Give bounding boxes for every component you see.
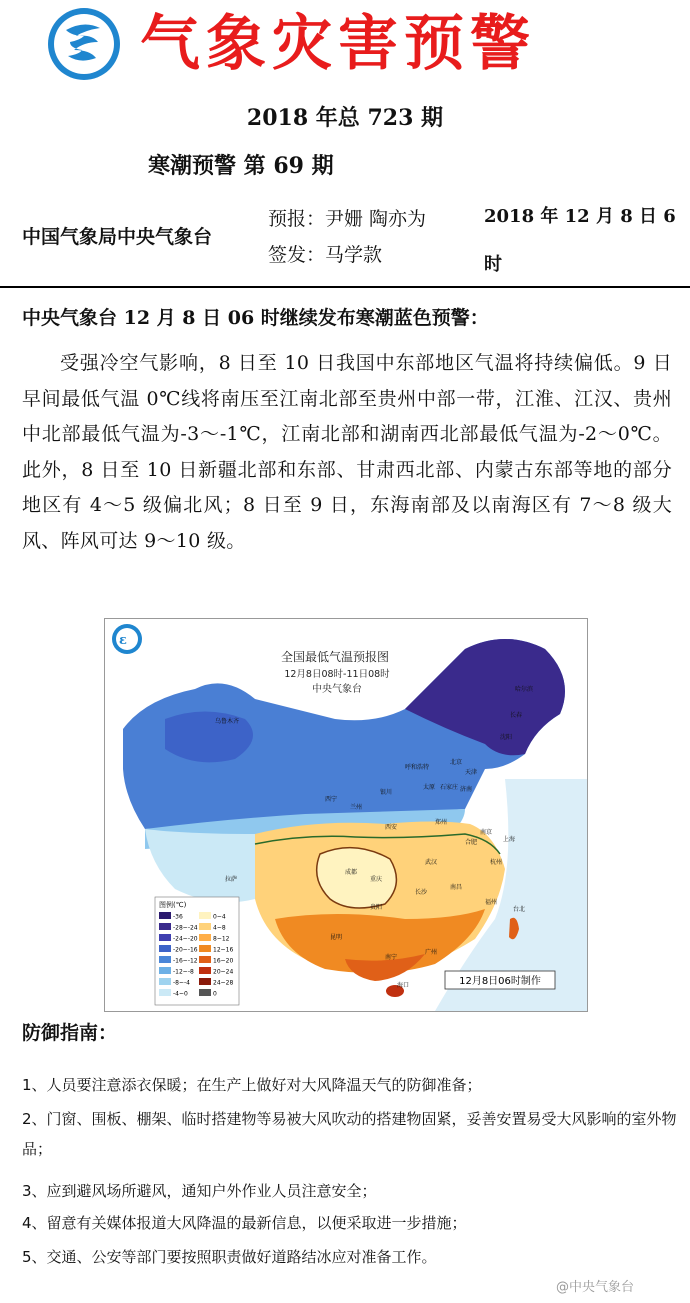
legend-swatch <box>199 934 211 941</box>
guide-title: 防御指南： <box>22 1022 118 1044</box>
legend-label: -36 <box>173 913 183 921</box>
legend-swatch <box>159 978 171 985</box>
document-title: 气象灾害预警 <box>140 9 536 79</box>
city-label: 长沙 <box>415 889 428 896</box>
legend-label: 16~20 <box>213 957 234 965</box>
legend-swatch <box>199 978 211 985</box>
legend-swatch <box>199 945 211 952</box>
legend-label: 24~28 <box>213 979 234 987</box>
issue-date-cont: 时 <box>484 254 502 275</box>
city-label: 郑州 <box>435 819 448 826</box>
city-label: 银川 <box>380 789 393 796</box>
city-label: 杭州 <box>490 859 503 866</box>
city-label: 南宁 <box>385 954 398 961</box>
legend-title: 图例(℃) <box>159 901 187 909</box>
guide-item: 5、交通、公安等部门要按照职责做好道路结冰应对准备工作。 <box>22 1248 437 1266</box>
city-label: 西安 <box>385 824 398 831</box>
legend-swatch <box>159 923 171 930</box>
map-period: 12月8日08时-11日08时 <box>284 669 390 680</box>
city-label: 呼和浩特 <box>405 764 430 771</box>
legend-label: -16~-12 <box>173 957 198 965</box>
legend-label: 20~24 <box>213 968 234 976</box>
legend-label: -28~-24 <box>173 924 198 932</box>
legend-swatch <box>159 934 171 941</box>
map-title: 全国最低气温预报图 <box>280 650 390 664</box>
legend-swatch <box>159 989 171 996</box>
legend-swatch <box>199 967 211 974</box>
city-label: 海口 <box>397 982 410 989</box>
city-label: 拉萨 <box>225 876 238 883</box>
city-label: 乌鲁木齐 <box>215 718 240 725</box>
svg-text:ε: ε <box>119 633 127 648</box>
temperature-map <box>104 618 588 1012</box>
legend-swatch <box>199 956 211 963</box>
legend-label: -4~0 <box>173 990 188 998</box>
city-label: 太原 <box>423 784 436 791</box>
guide-item: 3、应到避风场所避风，通知户外作业人员注意安全； <box>22 1182 377 1200</box>
legend-label: -8~-4 <box>173 979 190 987</box>
city-label: 贵阳 <box>370 904 383 911</box>
headline: 中央气象台 12 月 8 日 06 时继续发布寒潮蓝色预警： <box>22 307 489 329</box>
legend-label: -20~-16 <box>173 946 198 954</box>
city-label: 南昌 <box>450 884 463 891</box>
city-label: 西宁 <box>325 796 338 803</box>
legend-swatch <box>199 912 211 919</box>
legend-swatch <box>159 912 171 919</box>
city-label: 成都 <box>345 869 358 876</box>
map-stamp: 12月8日06时制作 <box>459 976 541 987</box>
city-label: 沈阳 <box>500 734 513 741</box>
city-label: 广州 <box>425 949 438 956</box>
city-label: 兰州 <box>350 804 363 811</box>
department: 中国气象局中央气象台 <box>22 226 213 248</box>
forecaster: 预报：尹姗 陶亦为 <box>268 208 427 230</box>
divider <box>0 286 690 288</box>
guide-item: 1、人员要注意添衣保暖；在生产上做好对大风降温天气的防御准备； <box>22 1076 482 1094</box>
city-label: 福州 <box>485 899 498 906</box>
legend-label: 0 <box>213 990 217 998</box>
city-label: 天津 <box>465 769 478 776</box>
issue-subtitle: 寒潮预警 第 69 期 <box>148 153 334 179</box>
city-label: 石家庄 <box>440 784 459 791</box>
city-label: 昆明 <box>330 934 343 941</box>
city-label: 重庆 <box>370 876 383 883</box>
city-label: 合肥 <box>465 839 478 846</box>
legend-label: -12~-8 <box>173 968 194 976</box>
legend-swatch <box>159 967 171 974</box>
city-label: 哈尔滨 <box>515 686 534 693</box>
legend-swatch <box>199 923 211 930</box>
legend-swatch <box>199 989 211 996</box>
guide-item: 4、留意有关媒体报道大风降温的最新信息，以便采取进一步措施； <box>22 1214 467 1232</box>
legend-label: 4~8 <box>213 924 226 932</box>
city-label: 上海 <box>503 836 516 843</box>
signer: 签发：马学款 <box>268 244 383 266</box>
city-label: 武汉 <box>425 859 438 866</box>
legend-swatch <box>159 956 171 963</box>
watermark: @中央气象台 <box>556 1280 635 1295</box>
legend-label: 8~12 <box>213 935 230 943</box>
legend-swatch <box>159 945 171 952</box>
city-label: 南京 <box>480 829 493 836</box>
map-issuer: 中央气象台 <box>312 684 362 695</box>
city-label: 北京 <box>450 759 463 766</box>
legend-label: -24~-20 <box>173 935 198 943</box>
city-label: 济南 <box>460 786 473 793</box>
guide-item: 2、门窗、围板、棚架、临时搭建物等易被大风吹动的搭建物固紧，妥善安置易受大风影响的室外物品； <box>22 1110 677 1158</box>
legend-label: 12~16 <box>213 946 234 954</box>
legend-label: 0~4 <box>213 913 226 921</box>
city-label: 长春 <box>510 712 523 719</box>
issue-date: 2018 年 12 月 8 日 6 <box>484 206 676 227</box>
cma-logo <box>46 6 122 82</box>
body-paragraph: 受强冷空气影响，8 日至 10 日我国中东部地区气温将持续偏低。9 日早间最低气温 0℃线将南压至江南北部至贵州中部一带，江淮、江汉、贵州中北部最低气温为-3～-1℃，江南北部和湖南西北部最低气温为-2～0℃。此外，8 日至 10 日新疆北部和东部、甘肃西北部、内蒙古东部等地的部分地区有 4～5 级偏北风；8 日至 9 日，东海南部及以南海区有 7～8 级大风、阵风可达 9～10 级。 <box>22 352 672 552</box>
city-label: 台北 <box>513 906 526 913</box>
issue-total: 2018 年总 723 期 <box>246 105 444 131</box>
